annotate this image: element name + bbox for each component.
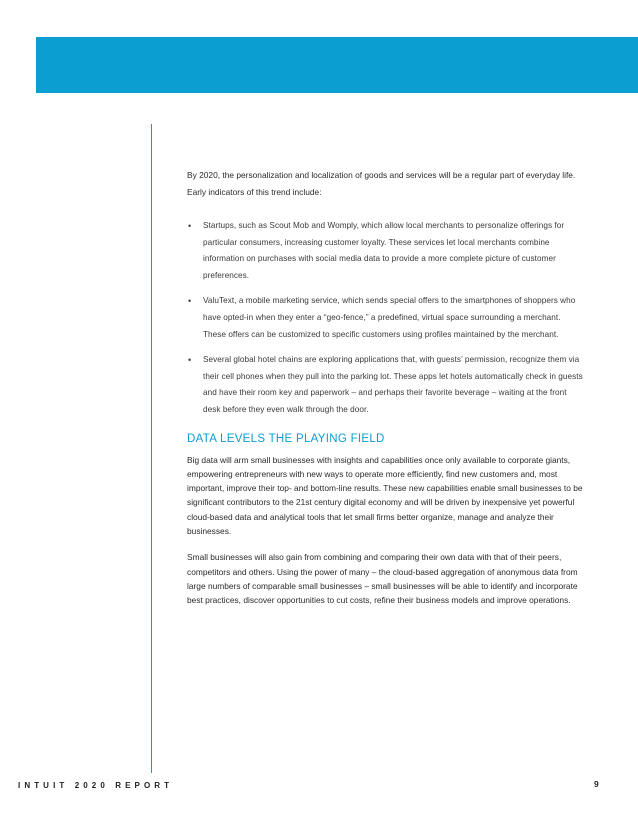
- section-heading: DATA LEVELS THE PLAYING FIELD: [187, 432, 385, 445]
- list-item: [187, 218, 583, 284]
- section-paragraph: Big data will arm small businesses with insights and capabilities once only available to corporate giants, empowering entrepreneurs with new ways to operate more efficiently, find new customers and, most important, improve their top- and bottom-line results. These new capabilities enable small businesses to be significant contributors to the 21st century digital economy and will be driven by inexpensive yet powerful cloud-based data and analytical tools that let small firms better organize, manage and analyze their businesses.: [187, 454, 583, 537]
- list-item: [187, 352, 583, 418]
- header-band: [36, 37, 638, 93]
- bullet-list: [187, 218, 583, 419]
- page-number: 9: [594, 779, 599, 789]
- bullet-text: ValuText, a mobile marketing service, which sends special offers to the smartphones of shoppers who have opted-in when they enter a “geo-fence,” a predefined, virtual space surrounding a merchant. These offers can be customized to specific customers using profiles maintained by the merchant.: [203, 296, 576, 339]
- bullet-icon: •: [188, 221, 192, 231]
- bullet-text: Startups, such as Scout Mob and Womply, which allow local merchants to personalize offerings for particular consumers, increasing customer loyalty. These services let local merchants combine information on purchases with social media data to provide a more complete picture of customer preferences.: [203, 221, 565, 280]
- section-paragraph: Small businesses will also gain from combining and comparing their own data with that of their peers, competitors and others. Using the power of many – the cloud-based aggregation of anonymous data from large numbers of comparable small businesses – small businesses will be able to identify and incorporate best practices, discover opportunities to cut costs, refine their business models and improve operations.: [187, 552, 578, 606]
- list-item: [187, 293, 583, 343]
- intro-paragraph: By 2020, the personalization and localization of goods and services will be a regular part of everyday life. Early indicators of this trend include:: [187, 170, 576, 197]
- bullet-icon: •: [188, 355, 192, 366]
- bullet-text: Several global hotel chains are exploring applications that, with guests’ permission, recognize them via their cell phones when they pull into the parking lot. These apps let hotels automatically check in guests and have their room key and paperwork – and perhaps their favorite beverage – waiting at the front desk before they even walk through the door.: [203, 355, 583, 414]
- vertical-rule: [151, 124, 152, 773]
- main-content: [187, 167, 583, 608]
- footer-report-title: INTUIT 2020 REPORT: [18, 781, 174, 790]
- bullet-icon: •: [188, 296, 192, 307]
